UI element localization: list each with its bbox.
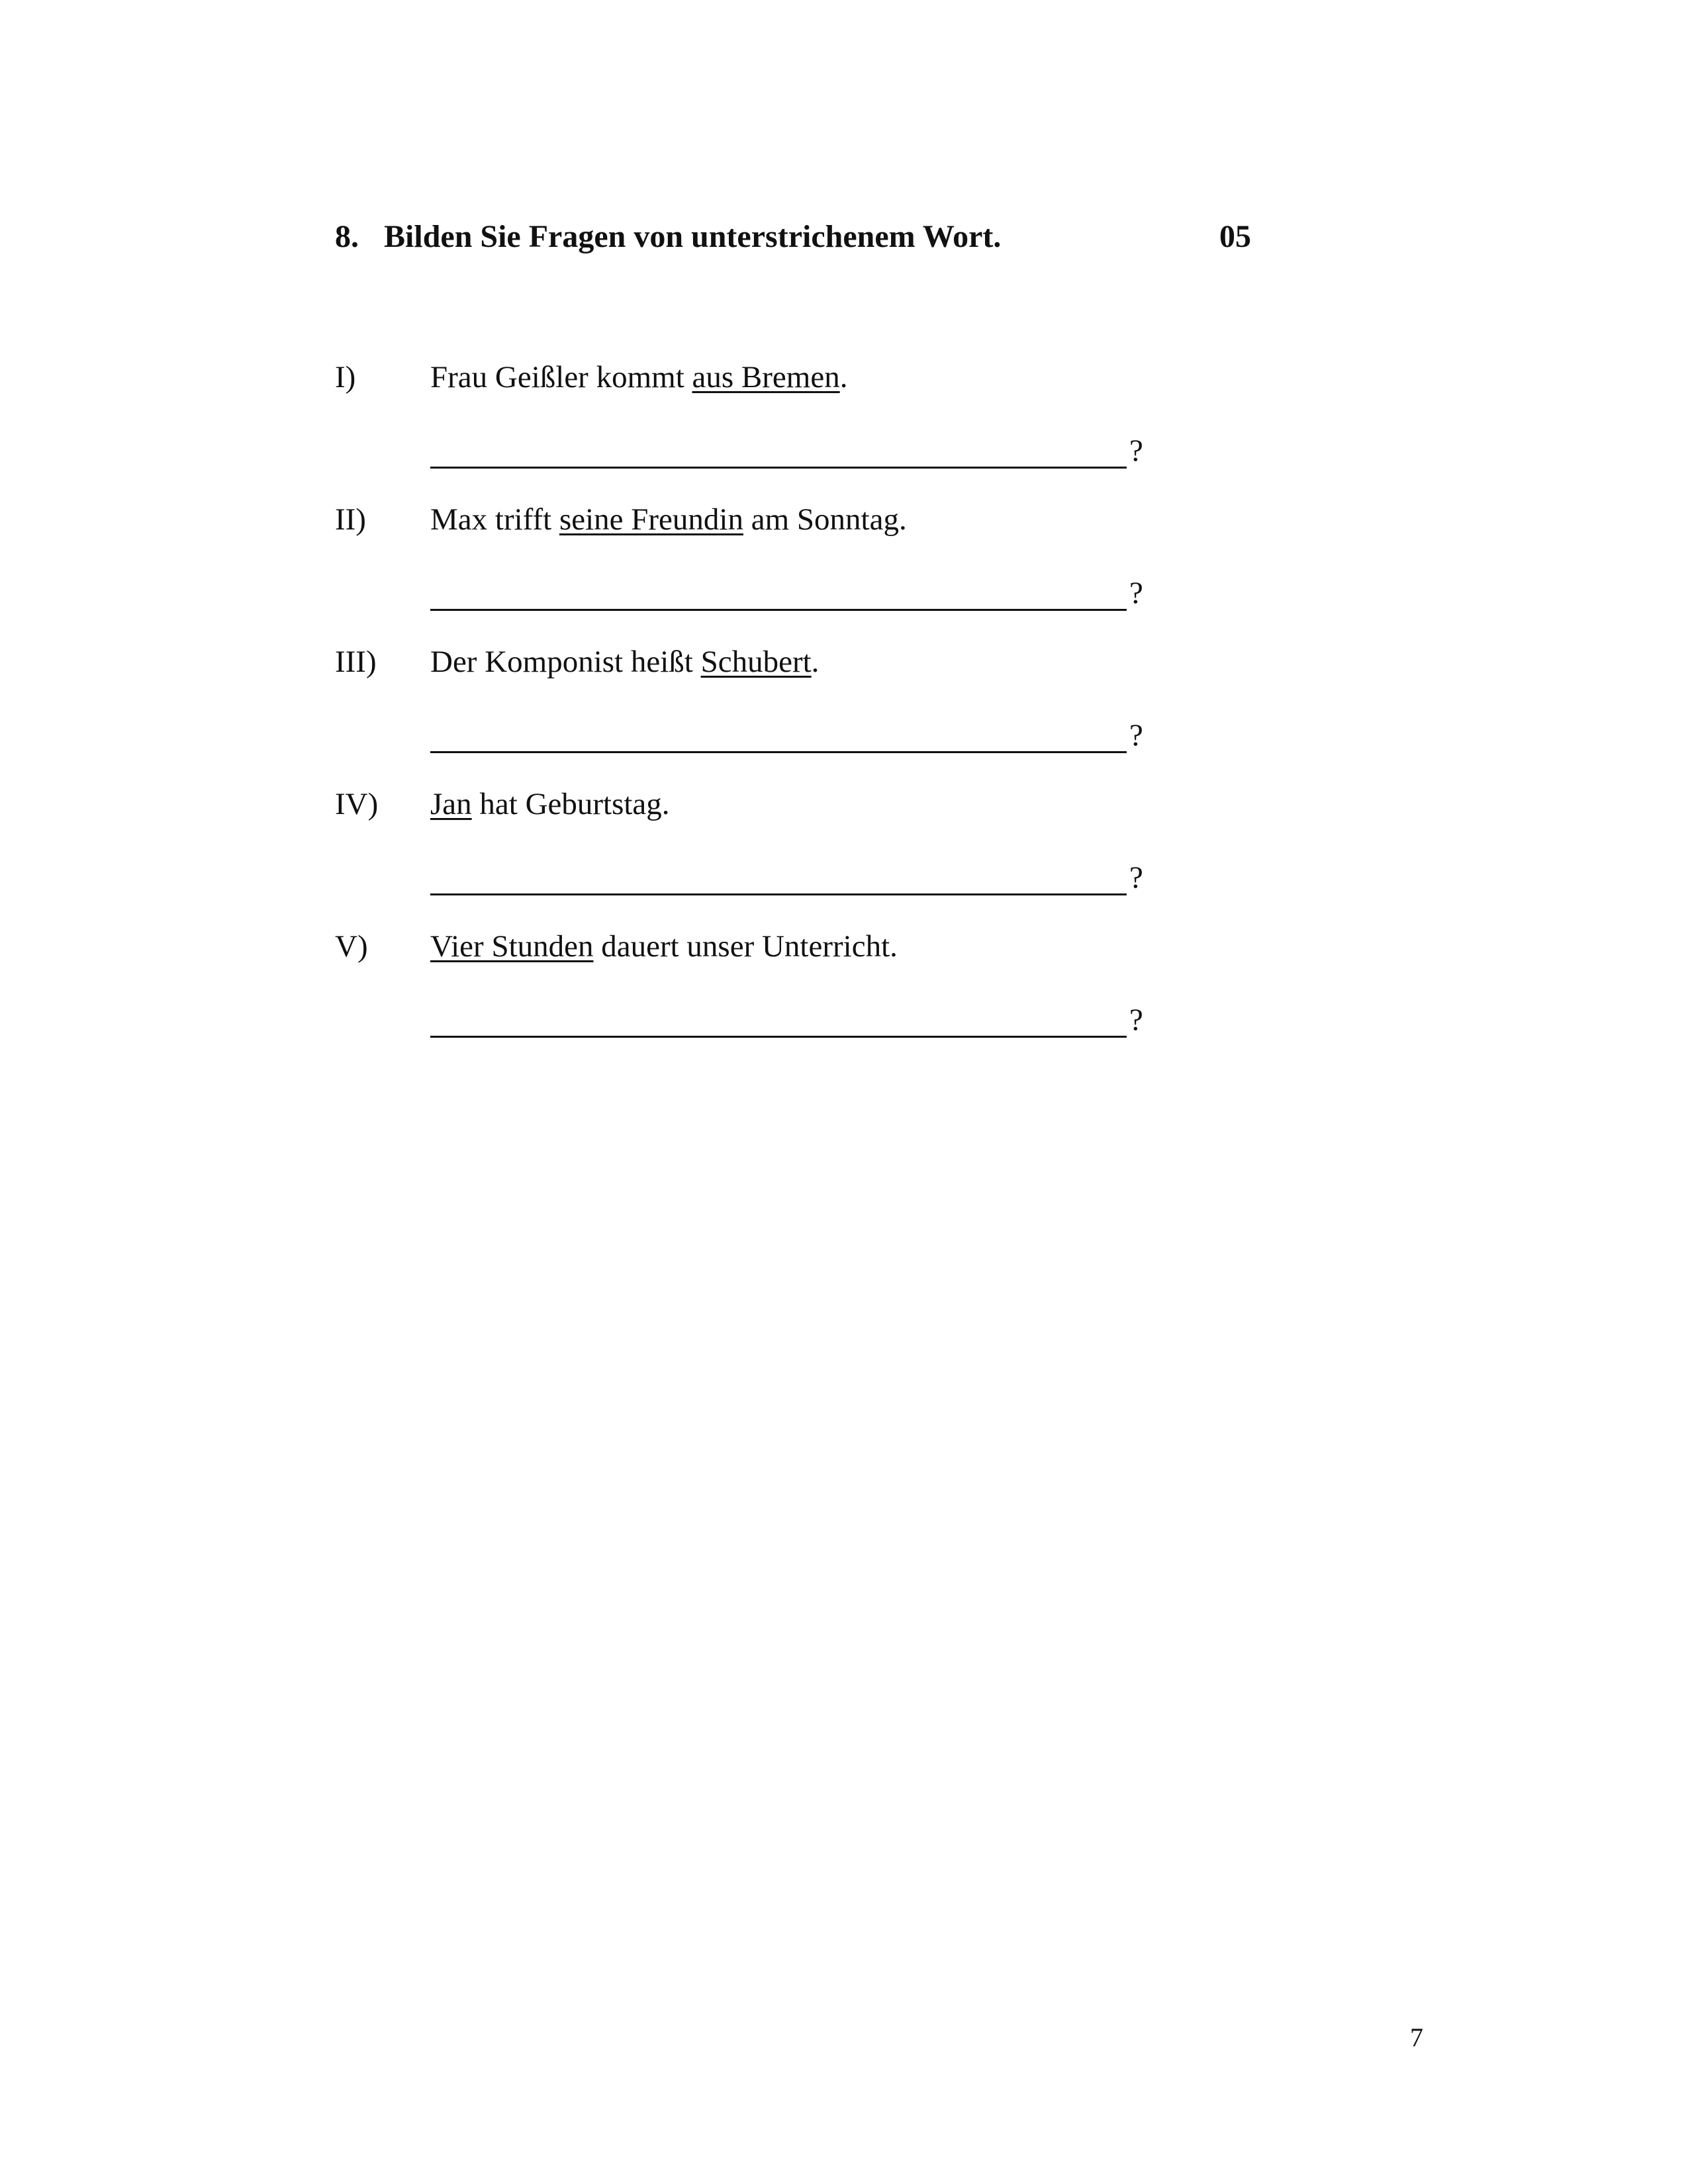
item-label: V) [335,929,368,964]
sentence-text-before: Der Komponist heißt [430,645,701,679]
item-sentence [430,639,819,685]
item-label: II) [335,502,366,537]
underlined-phrase: aus Bremen [692,360,840,394]
question-heading [335,210,1262,263]
exercise-item-4 [335,781,1196,927]
answer-line[interactable] [430,1036,1127,1038]
question-title: Bilden Sie Fragen von unterstrichenem Wort. [384,219,1002,254]
exercise-item-2 [335,496,1196,642]
underlined-phrase: seine Freundin [559,502,743,537]
exercise-item-3 [335,639,1196,784]
sentence-text-after: . [811,645,820,679]
answer-blank[interactable] [430,851,1145,904]
item-sentence [430,923,898,970]
exercise-item-1 [335,354,1196,500]
sentence-text-after: hat Geburtstag. [471,787,670,821]
item-label: I) [335,360,356,394]
answer-blank[interactable] [430,993,1145,1046]
question-mark: ? [1129,860,1143,895]
question-mark: ? [1129,1003,1143,1037]
sentence-text-before: Max trifft [430,502,559,537]
question-mark: ? [1129,718,1143,752]
question-number: 8. [335,219,359,254]
answer-line[interactable] [430,467,1127,469]
question-mark: ? [1129,433,1143,468]
question-mark: ? [1129,576,1143,610]
sentence-text-after: . [839,360,848,394]
underlined-phrase: Schubert [700,645,812,679]
answer-blank[interactable] [430,709,1145,762]
item-label: III) [335,645,377,679]
sentence-text-after: dauert unser Unterricht. [593,929,898,964]
sentence-text-before: Frau Geißler kommt [430,360,692,394]
exercise-item-5 [335,923,1196,1069]
answer-line[interactable] [430,893,1127,895]
answer-blank[interactable] [430,567,1145,619]
underlined-phrase: Vier Stunden [430,929,594,964]
sentence-text-after: am Sonntag. [743,502,907,537]
underlined-phrase: Jan [430,787,472,821]
answer-blank[interactable] [430,424,1145,477]
item-sentence [430,496,907,543]
page-number: 7 [1410,2023,1423,2052]
question-points: 05 [1219,219,1251,254]
answer-line[interactable] [430,609,1127,611]
item-sentence [430,781,670,827]
answer-line[interactable] [430,751,1127,753]
item-label: IV) [335,787,379,821]
item-sentence [430,354,847,400]
